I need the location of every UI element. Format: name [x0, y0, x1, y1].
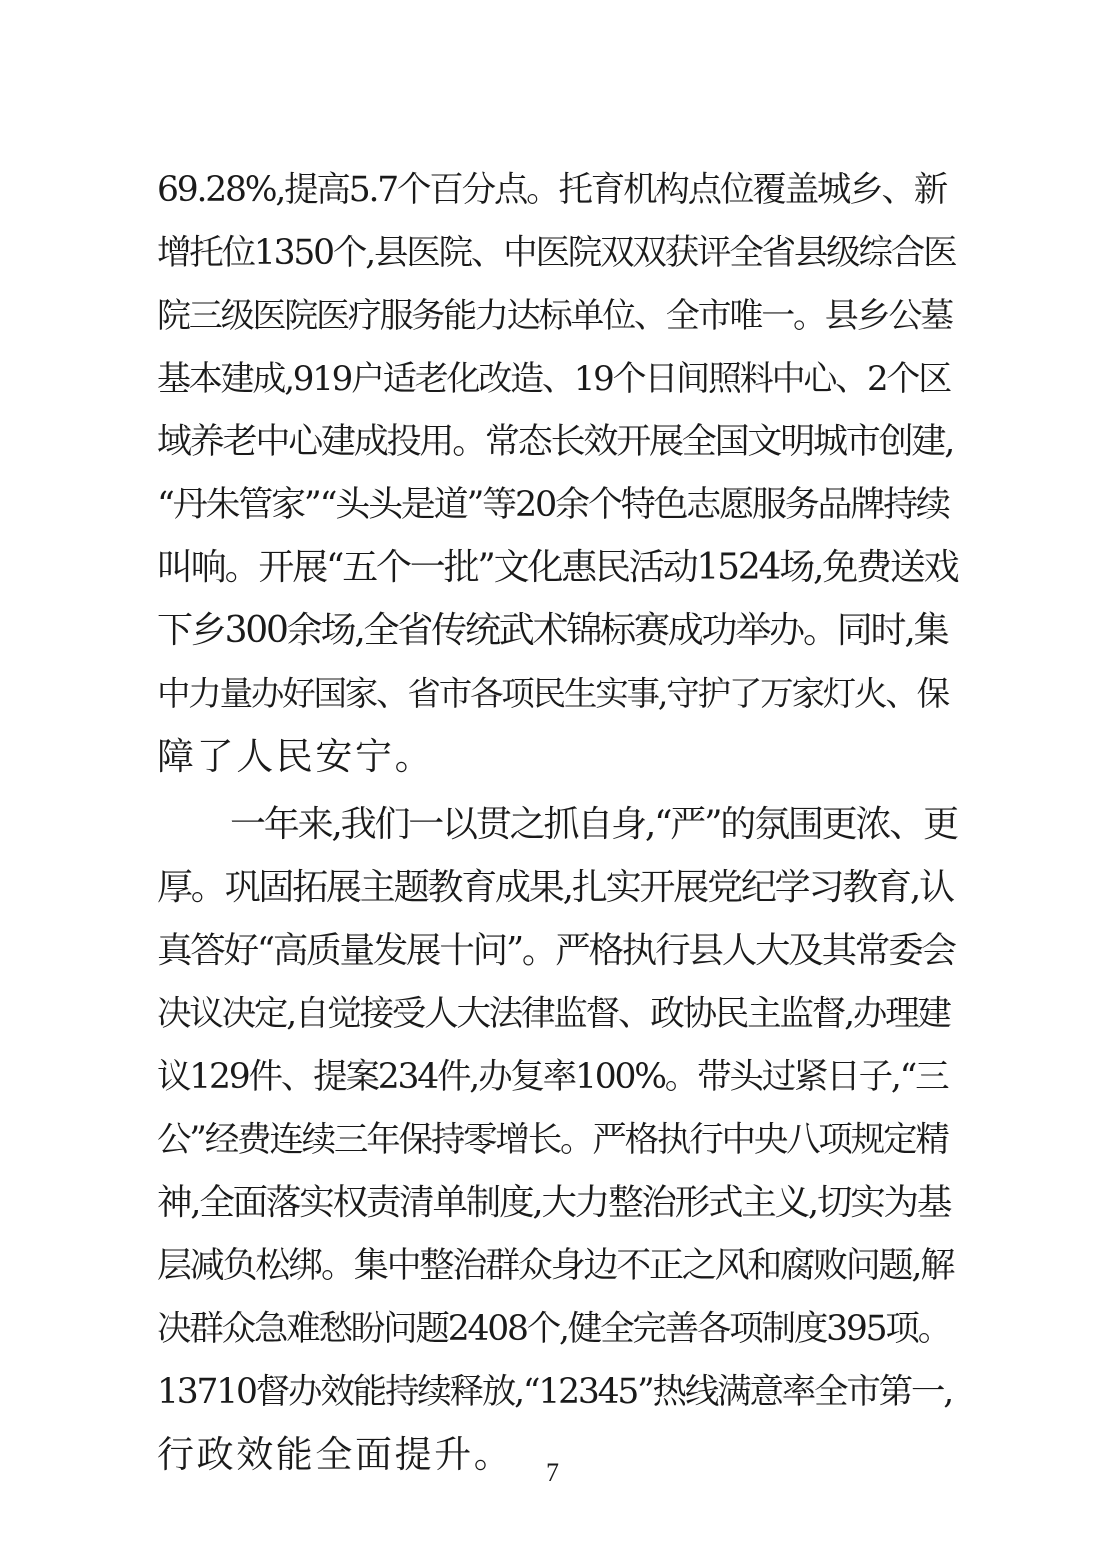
- text-line: 域养老中心建成投用。常态长效开展全国文明城市创建,: [157, 422, 954, 462]
- text-line: 层减负松绑。集中整治群众身边不正之风和腐败问题,解: [157, 1246, 954, 1286]
- text-line: 基本建成,919户适老化改造、19个日间照料中心、2个区: [157, 359, 950, 399]
- text-line: 决议决定,自觉接受人大法律监督、政协民主监督,办理建: [157, 994, 950, 1034]
- text-line: 真答好“高质量发展十问”。严格执行县人大及其常委会: [157, 930, 955, 971]
- text-line: 议129件、提案234件,办复率100%。带头过紧日子,“三: [157, 1057, 948, 1097]
- text-line: 中力量办好国家、省市各项民生实事,守护了万家灯火、保: [157, 674, 948, 713]
- page-number: 7: [546, 1458, 559, 1487]
- text-line: 13710督办效能持续释放,“12345”热线满意率全市第一,: [157, 1372, 953, 1412]
- text-line: 行政效能全面提升。: [157, 1433, 514, 1476]
- text-line: 厚。巩固拓展主题教育成果,扎实开展党纪学习教育,认: [157, 867, 953, 908]
- text-line: 叫响。开展“五个一批”文化惠民活动1524场,免费送戏: [157, 547, 958, 588]
- text-line: 公”经费连续三年保持零增长。严格执行中央八项规定精: [157, 1120, 948, 1160]
- text-line: 下乡300余场,全省传统武术锦标赛成功举办。同时,集: [157, 610, 948, 651]
- text-line: 障了人民安宁。: [157, 735, 435, 778]
- text-line: “丹朱管家”“头头是道”等20余个特色志愿服务品牌持续: [157, 485, 949, 525]
- text-line: 增托位1350个,县医院、中医院双双获评全省县级综合医: [157, 233, 956, 273]
- paragraph-first-line: 一年来,我们一以贯之抓自身,“严”的氛围更浓、更: [230, 804, 957, 845]
- text-line: 神,全面落实权责清单制度,大力整治形式主义,切实为基: [157, 1182, 951, 1223]
- text-line: 决群众急难愁盼问题2408个,健全完善各项制度395项。: [157, 1309, 951, 1349]
- text-line: 69.28%,提高5.7个百分点。托育机构点位覆盖城乡、新: [157, 170, 947, 210]
- text-line: 院三级医院医疗服务能力达标单位、全市唯一。县乡公墓: [157, 296, 952, 336]
